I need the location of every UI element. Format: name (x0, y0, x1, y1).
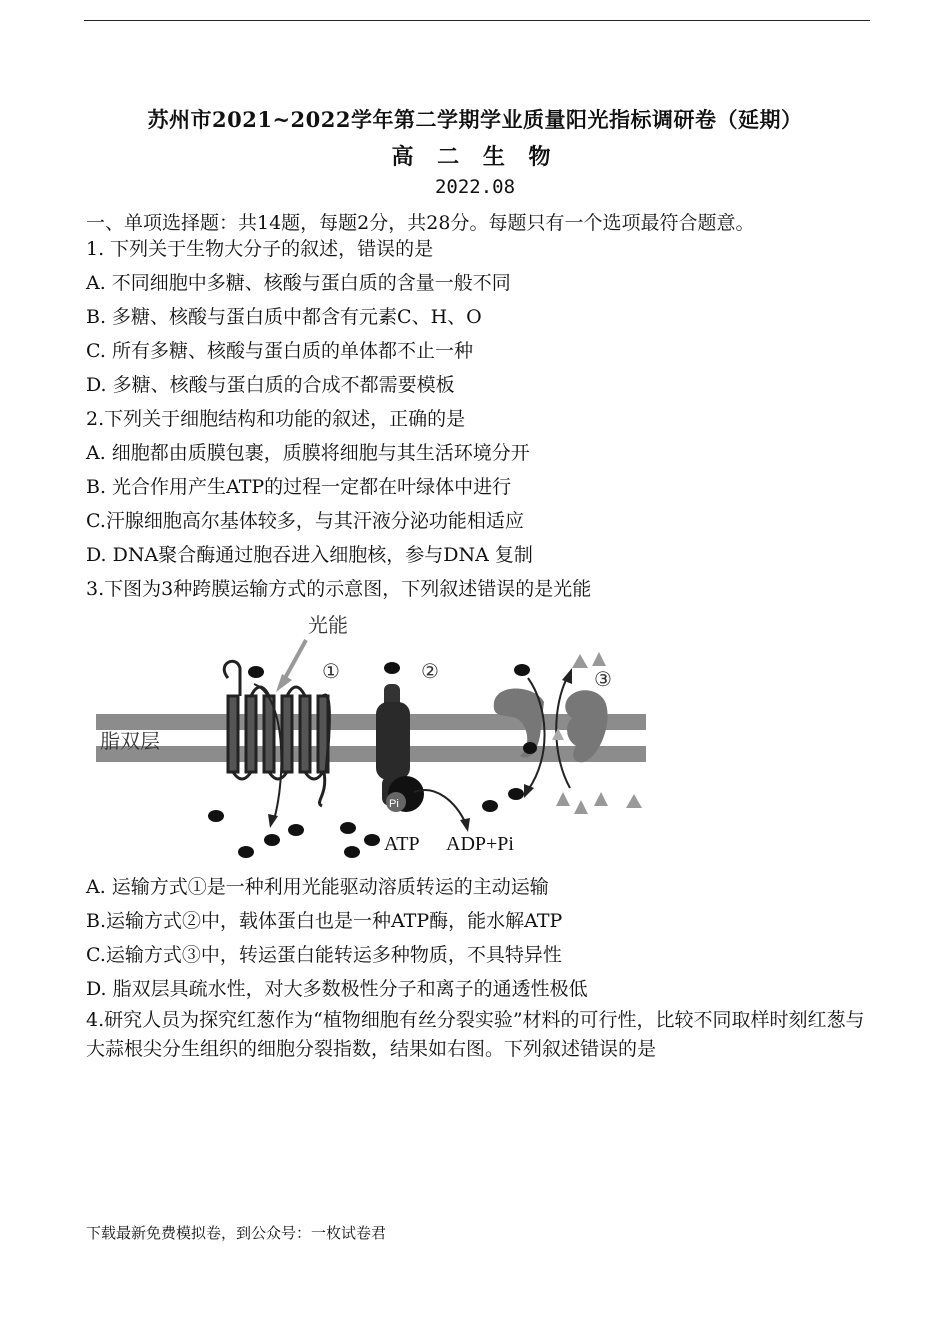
bilayer-inner-band (96, 746, 646, 762)
light-driven-transporter (224, 661, 329, 806)
top-rule (84, 20, 870, 21)
membrane-transport-figure (96, 606, 656, 866)
solute-dot (344, 846, 360, 858)
solute-triangle (572, 654, 588, 668)
solute-triangle (574, 800, 588, 814)
solute-dot (523, 742, 537, 754)
adp-label: ADP+Pi (446, 833, 514, 855)
light-arrow-icon (276, 640, 306, 692)
exam-date: 2022.08 (434, 176, 516, 198)
solute-triangle (626, 794, 642, 808)
bilayer-outer-band (96, 714, 646, 730)
pi-label: Pi (389, 798, 399, 810)
q3-stem: 3.下图为3种跨膜运输方式的示意图，下列叙述错误的是光能 (86, 578, 592, 600)
q1-option-d: D. 多糖、核酸与蛋白质的合成不都需要模板 (86, 374, 455, 396)
q1-option-b: B. 多糖、核酸与蛋白质中都含有元素C、H、O (86, 306, 482, 328)
solute-dot (208, 810, 224, 822)
solute-dot (238, 846, 254, 858)
section-heading: 一、单项选择题：共14题，每题2分，共28分。每题只有一个选项最符合题意。 (86, 212, 755, 234)
marker-3: ③ (594, 667, 612, 691)
marker-2: ② (421, 659, 439, 683)
q2-option-c: C.汗腺细胞高尔基体较多，与其汗液分泌功能相适应 (86, 510, 524, 532)
solute-triangle (594, 792, 608, 806)
q3-option-c: C.运输方式③中，转运蛋白能转运多种物质，不具特异性 (86, 944, 562, 966)
marker-1: ① (322, 659, 340, 683)
solute-dot (482, 800, 498, 812)
solute-dot (384, 662, 400, 674)
solute-dot (364, 834, 380, 846)
light-label: 光能 (308, 615, 348, 637)
solute-dot (264, 834, 280, 846)
q3-option-d: D. 脂双层具疏水性，对大多数极性分子和离子的通透性极低 (86, 978, 588, 1000)
q2-option-a: A. 细胞都由质膜包裹，质膜将细胞与其生活环境分开 (86, 442, 530, 464)
q2-stem: 2.下列关于细胞结构和功能的叙述，正确的是 (86, 408, 466, 430)
solute-dot (508, 788, 524, 800)
solute-dot (340, 822, 356, 834)
solute-triangle (556, 792, 570, 806)
exam-title: 苏州市2021~2022学年第二学期学业质量阳光指标调研卷（延期） (147, 107, 803, 132)
q3-option-b: B.运输方式②中，载体蛋白也是一种ATP酶，能水解ATP (86, 910, 563, 932)
solute-dot (288, 824, 304, 836)
q3-option-a: A. 运输方式①是一种利用光能驱动溶质转运的主动运输 (86, 876, 549, 898)
q2-option-d: D. DNA聚合酶通过胞吞进入细胞核，参与DNA 复制 (86, 544, 533, 566)
q1-stem: 1. 下列关于生物大分子的叙述，错误的是 (86, 238, 434, 260)
atp-label: ATP (384, 833, 420, 855)
footer-note: 下载最新免费模拟卷，到公众号：一枚试卷君 (86, 1224, 387, 1242)
membrane-label: 脂双层 (100, 731, 160, 753)
q1-option-c: C. 所有多糖、核酸与蛋白质的单体都不止一种 (86, 340, 473, 362)
q1-option-a: A. 不同细胞中多糖、核酸与蛋白质的含量一般不同 (86, 272, 511, 294)
solute-dot (248, 666, 264, 678)
q4-stem: 4.研究人员为探究红葱作为“植物细胞有丝分裂实验”材料的可行性，比较不同取样时刻红葱与大蒜根尖分生组织的细胞分裂指数，结果如右图。下列叙述错误的是 (86, 1009, 865, 1060)
exam-subject: 高 二 生 物 (391, 144, 559, 170)
q2-option-b: B. 光合作用产生ATP的过程一定都在叶绿体中进行 (86, 476, 512, 498)
solute-dot (514, 664, 530, 676)
solute-triangle (592, 652, 606, 666)
